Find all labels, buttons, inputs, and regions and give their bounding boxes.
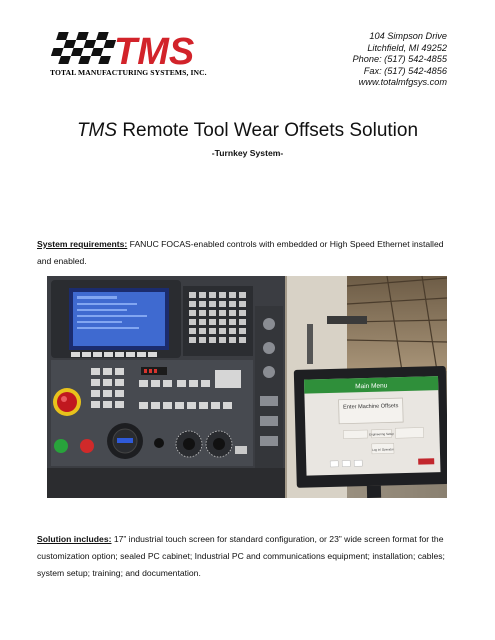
address-fax: Fax: (517) 542-4856 [363, 65, 447, 76]
page-title [0, 120, 495, 142]
logo-brand: TMS [114, 31, 195, 73]
solution-text: 17” industrial touch screen for standard configuration, or 23” wide screen format for the customization option; sealed PC cabinet; Industrial PC and communications equipment; installation; cables; system setup; training; and documentation. [37, 534, 445, 578]
title-rest: Remote Tool Wear Offsets Solution [117, 120, 419, 141]
screen-log-button: Log in/ Operator [371, 447, 394, 452]
address-web[interactable]: www.totalmfgsys.com [358, 77, 447, 88]
page-subtitle: -Turnkey System- [211, 148, 284, 158]
solution-label: Solution includes: [37, 534, 112, 544]
requirements-paragraph [37, 236, 457, 270]
address-block [353, 31, 448, 89]
address-city: Litchfield, MI 49252 [367, 42, 447, 53]
checkered-flag-icon [48, 32, 118, 64]
company-name: TOTAL MANUFACTURING SYSTEMS, INC. [50, 68, 207, 77]
screen-eng-button: Engineering Setup [369, 431, 394, 437]
cnc-control-photo [47, 276, 447, 498]
touch-screen-monitor [294, 366, 447, 498]
title-brand: TMS [76, 120, 118, 141]
requirements-text: FANUC FOCAS-enabled controls with embedded or High Speed Ethernet installed and enabled. [37, 239, 444, 266]
requirements-label: System requirements: [37, 239, 128, 249]
address-phone: Phone: (517) 542-4855 [352, 54, 447, 65]
solution-paragraph [37, 531, 457, 582]
address-street: 104 Simpson Drive [369, 31, 447, 41]
screen-title: Main Menu [355, 382, 388, 391]
screen-main-button: Enter Machine Offsets [343, 403, 399, 411]
